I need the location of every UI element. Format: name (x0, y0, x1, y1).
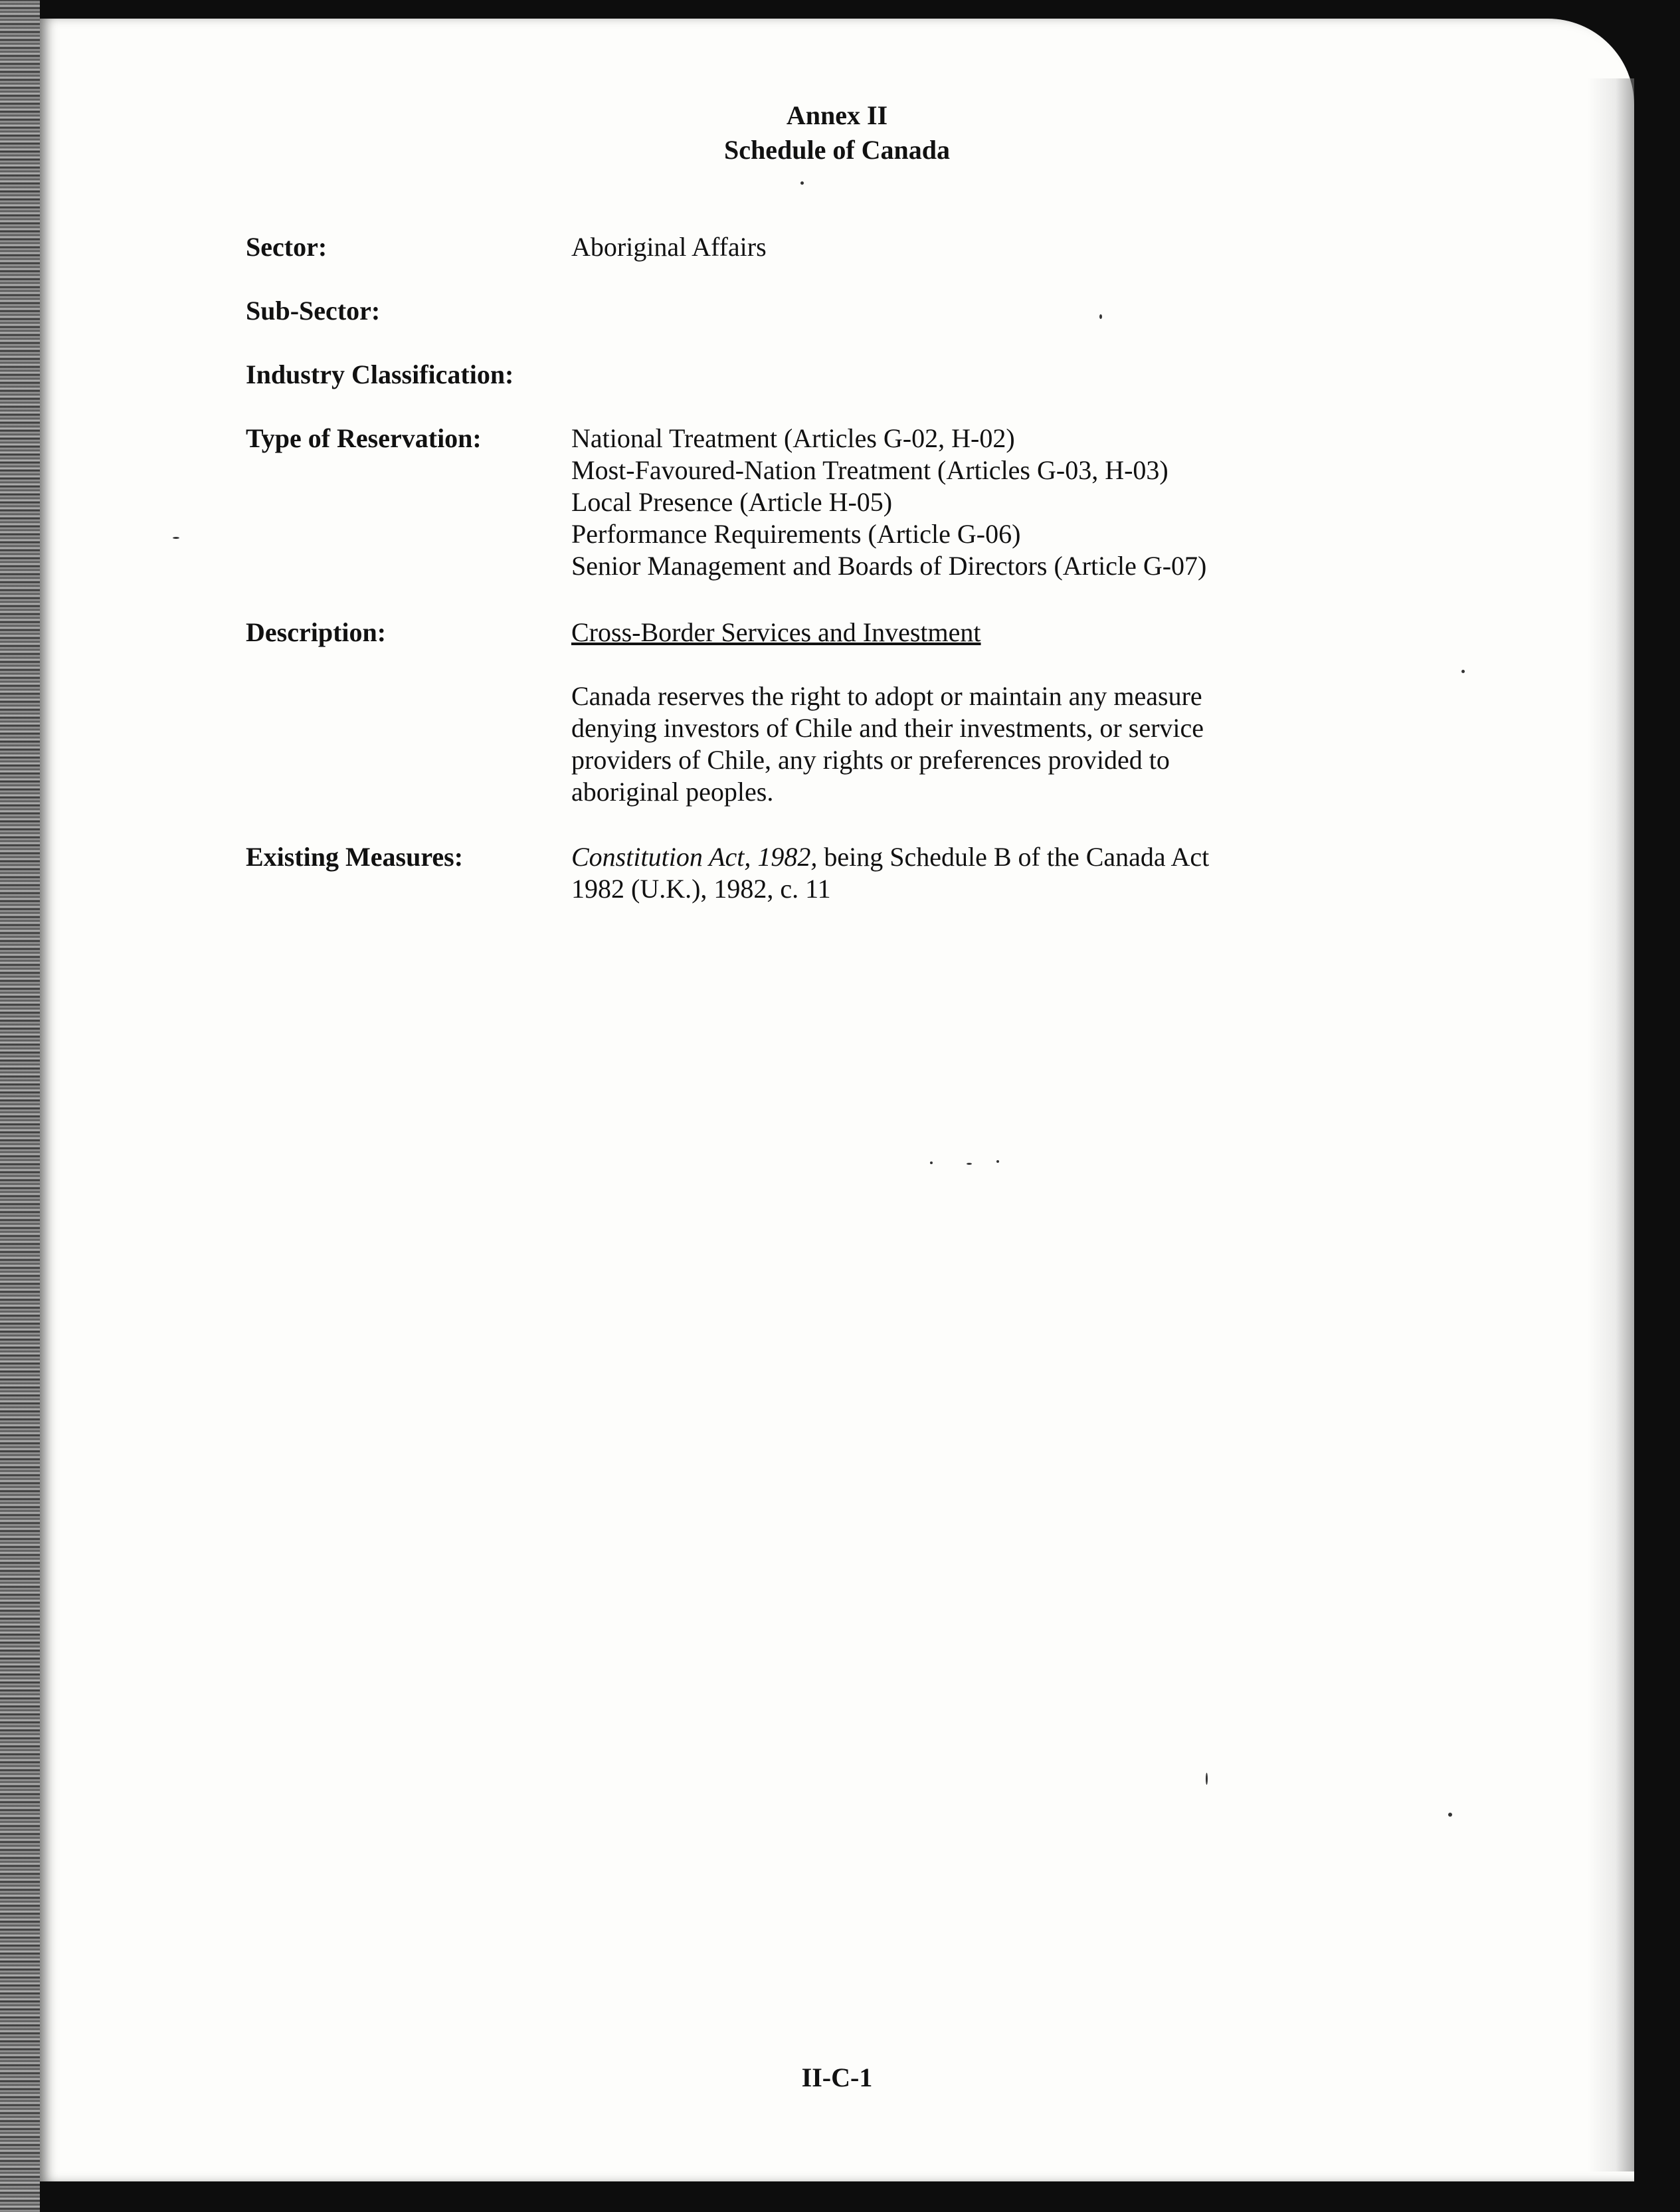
reservation-item: National Treatment (Articles G-02, H-02) (571, 423, 1015, 453)
existing-measures-line-2: 1982 (U.K.), 1982, c. 11 (571, 874, 831, 904)
annex-title: Annex II (786, 100, 888, 130)
constitution-act-title: Constitution Act, 1982, (571, 842, 818, 872)
scan-speck (1461, 670, 1465, 673)
scan-speck (173, 537, 179, 539)
scan-speck (1206, 1773, 1208, 1785)
schedule-subtitle: Schedule of Canada (723, 135, 951, 165)
existing-measures-body (571, 841, 1302, 905)
scan-speck (1099, 314, 1102, 319)
reservation-item: Senior Management and Boards of Directors (Article G-07) (571, 551, 1207, 581)
existing-measures-line-1 (571, 841, 1302, 873)
document-page (40, 19, 1634, 2181)
existing-measures-rest: being Schedule B of the Canada Act (817, 842, 1210, 872)
document-header (40, 98, 1634, 167)
scan-speck (967, 1163, 972, 1165)
description-heading: Cross-Border Services and Investment (571, 617, 981, 647)
page-number: II-C-1 (801, 2062, 873, 2092)
reservation-item: Most-Favoured-Nation Treatment (Articles G-03, H-03) (571, 455, 1168, 485)
scan-speck (930, 1161, 933, 1164)
paragraph-line: providers of Chile, any rights or preferences provided to (571, 745, 1170, 775)
binding-edge (0, 0, 40, 2212)
paragraph-line: denying investors of Chile and their investments, or service (571, 713, 1204, 743)
description-body (571, 617, 1302, 808)
sub-sector-label: Sub-Sector: (246, 296, 381, 326)
reservation-item: Local Presence (Article H-05) (571, 487, 893, 517)
industry-classification-label: Industry Classification: (246, 359, 514, 389)
page-edge-shadow (1588, 78, 1634, 2171)
type-of-reservation-list (571, 423, 1302, 582)
sector-value: Aboriginal Affairs (571, 232, 767, 262)
scan-speck (996, 1160, 999, 1163)
paragraph-line: Canada reserves the right to adopt or maintain any measure (571, 681, 1202, 711)
reservation-item: Performance Requirements (Article G-06) (571, 519, 1021, 549)
scan-speck (800, 181, 804, 185)
existing-measures-label: Existing Measures: (246, 842, 464, 872)
description-paragraph (571, 680, 1302, 808)
sector-label: Sector: (246, 232, 327, 262)
type-of-reservation-label: Type of Reservation: (246, 423, 482, 453)
description-label: Description: (246, 617, 387, 647)
paragraph-line: aboriginal peoples. (571, 777, 774, 807)
scan-speck (1448, 1813, 1452, 1817)
